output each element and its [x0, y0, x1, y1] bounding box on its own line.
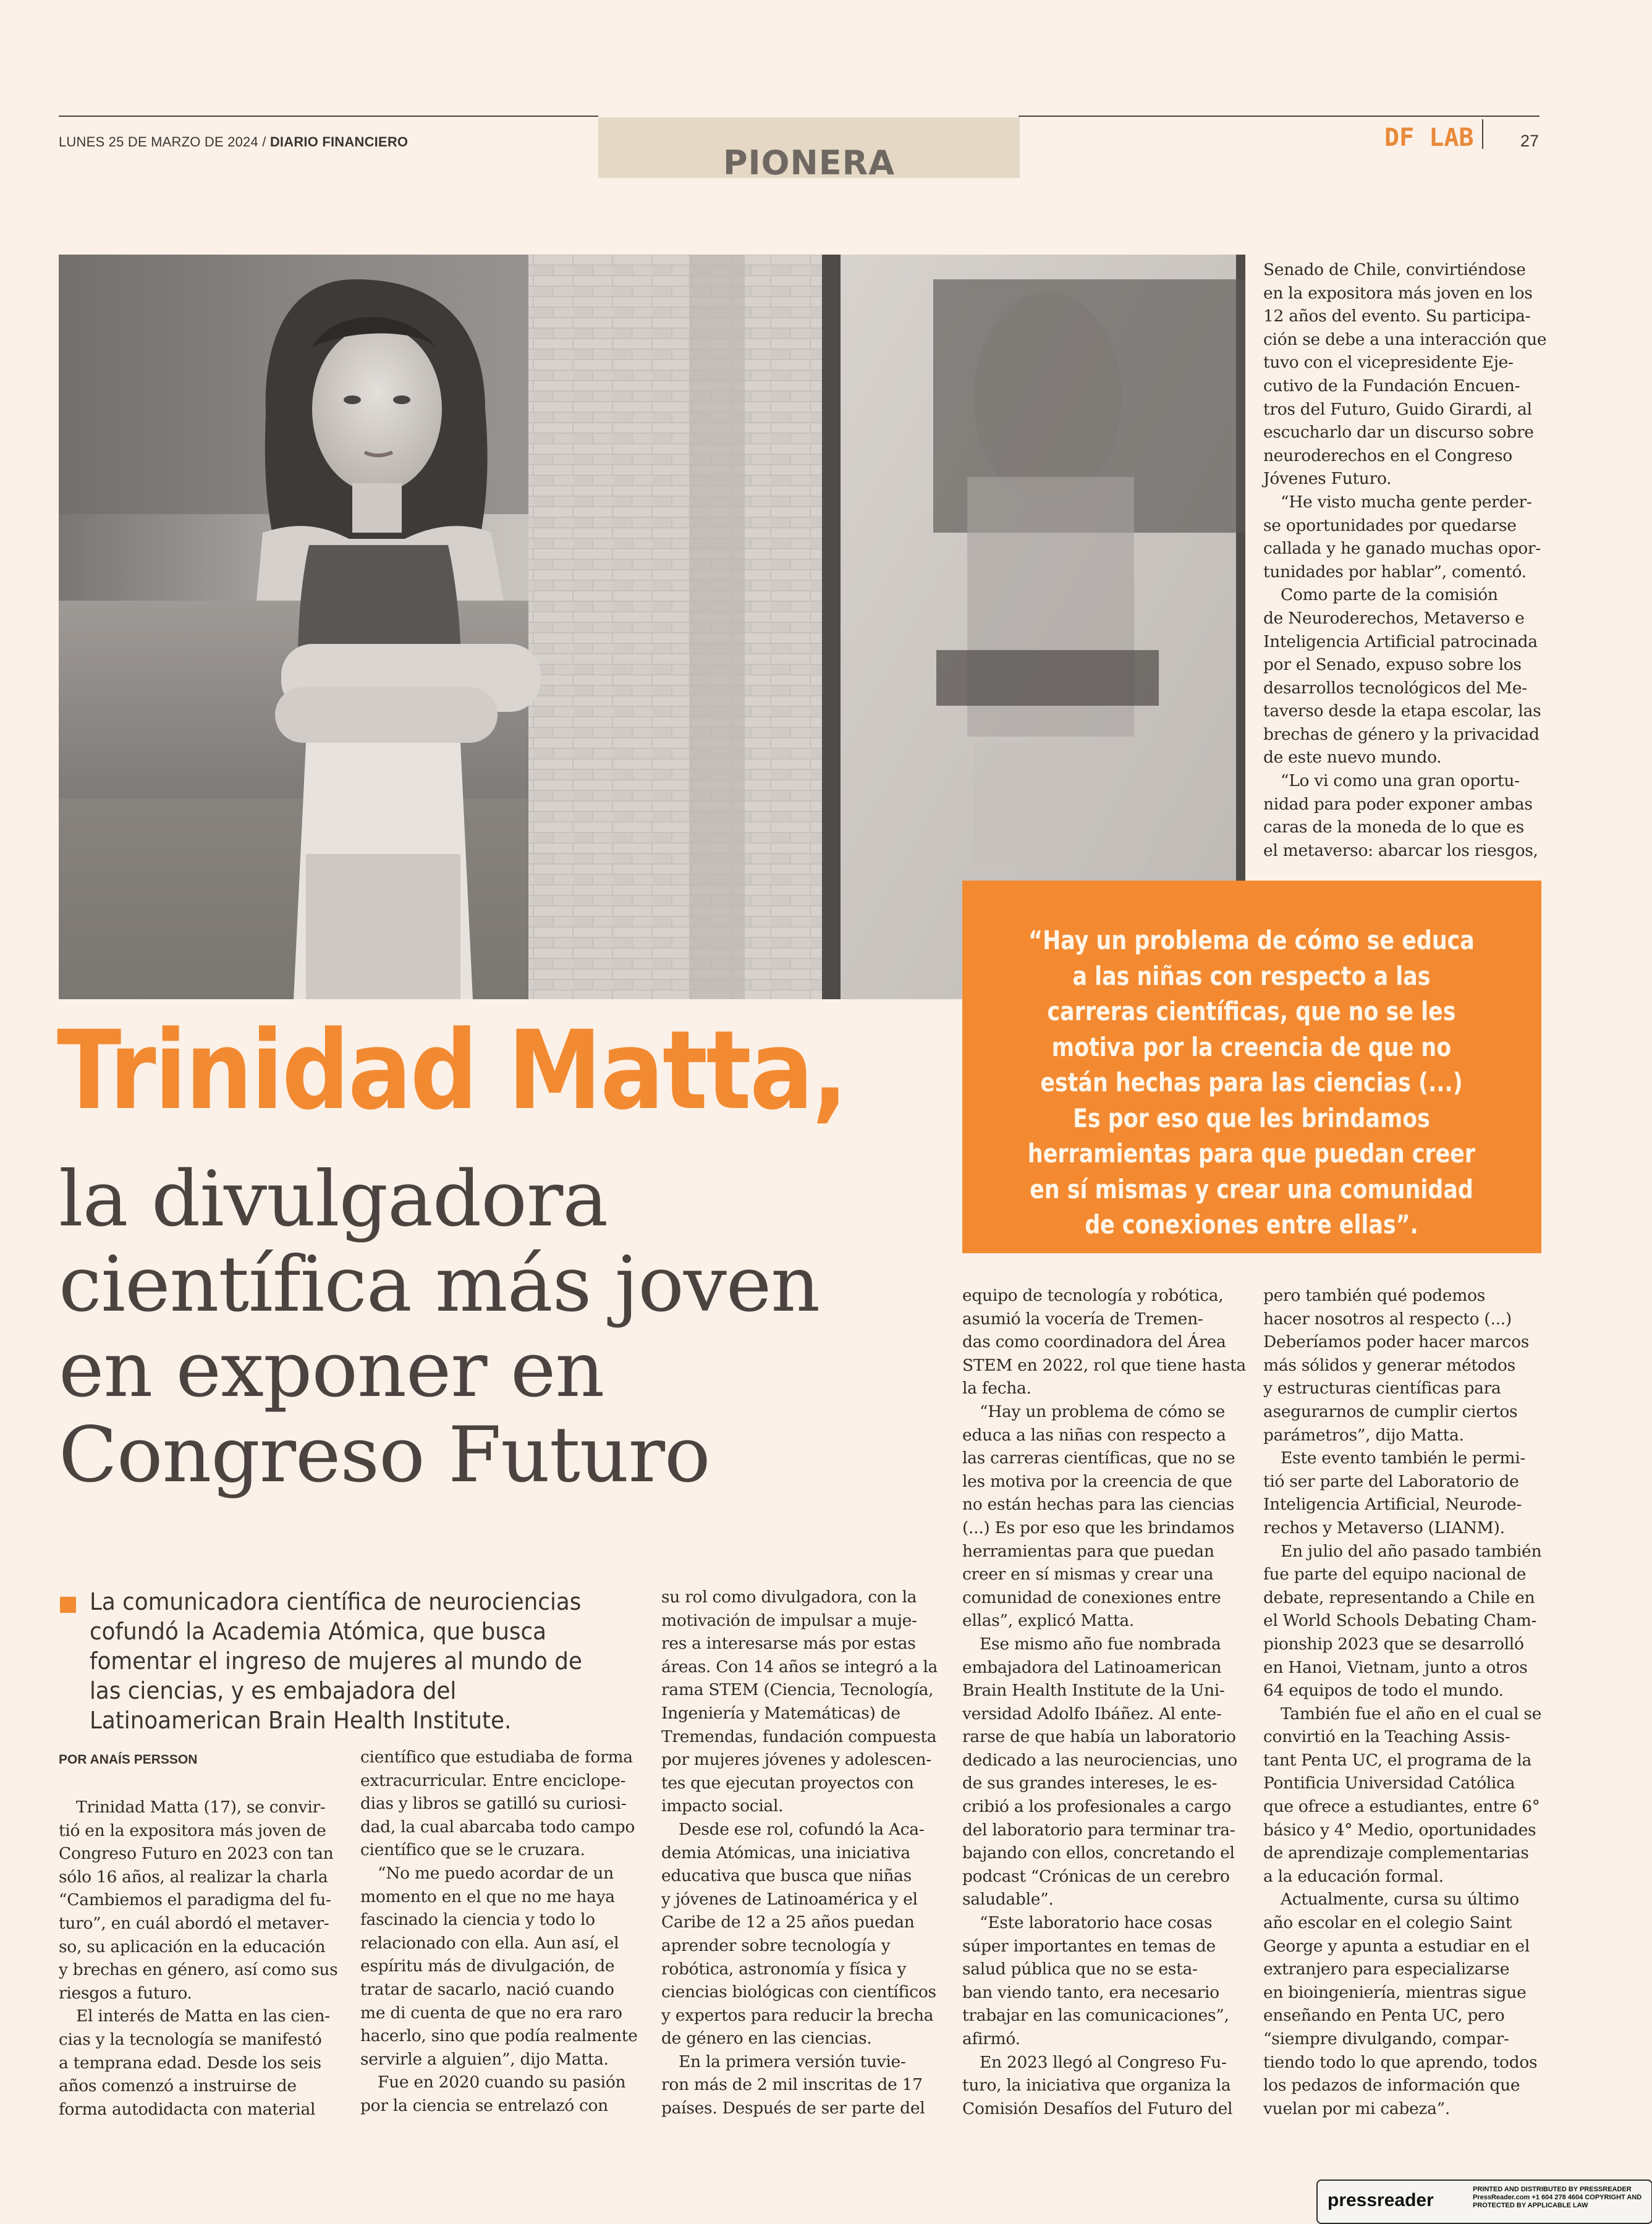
body-line: “Lo vi como una gran oportu-: [1281, 771, 1520, 791]
body-line: Caribe de 12 a 25 años puedan: [661, 1913, 915, 1932]
body-line: sólo 16 años, al realizar la charla: [59, 1867, 328, 1887]
body-line: tes que ejecutan proyectos con: [661, 1773, 914, 1793]
body-line: del laboratorio para terminar tra-: [962, 1820, 1235, 1840]
body-line: Ese mismo año fue nombrada: [980, 1634, 1221, 1654]
body-line: cias y la tecnología se manifestó: [59, 2029, 322, 2049]
body-line: ciencias biológicas con científicos: [661, 1982, 936, 2002]
body-line: saludable”.: [962, 1890, 1054, 1909]
body-line: tuvo con el vicepresidente Eje-: [1263, 353, 1514, 373]
body-line: fue parte del equipo nacional de: [1263, 1565, 1527, 1584]
body-line: momento en el que no me haya: [360, 1887, 615, 1906]
body-line: aprender sobre tecnología y: [661, 1935, 891, 1955]
section-tab: [598, 117, 1020, 182]
body-line: En la primera versión tuvie-: [679, 2052, 906, 2071]
body-line: Comisión Desafíos del Futuro del: [962, 2099, 1233, 2118]
pressreader-note: PRINTED AND DISTRIBUTED BY PRESSREADER PressReader.com +1 604 278 4604 COPYRIGHT AND PROTECTED BY APPLICABLE LAW: [1473, 2186, 1642, 2209]
headline-name: Trinidad Matta,: [57, 1007, 847, 1134]
body-line: versidad Adolfo Ibáñez. Al ente-: [962, 1704, 1222, 1723]
body-line: comunidad de conexiones entre: [962, 1588, 1221, 1607]
dateline-date: LUNES 25 DE MARZO DE 2024 /: [59, 134, 270, 150]
body-line: salud pública que no se esta-: [962, 1960, 1198, 1979]
body-line: en bioingeniería, mientras sigue: [1263, 1982, 1527, 2002]
body-line: (...) Es por eso que les brindamos: [962, 1518, 1235, 1537]
body-line: científico que se le cruzara.: [360, 1840, 585, 1860]
body-line: Fue en 2020 cuando su pasión: [378, 2073, 626, 2092]
body-line: de género en las ciencias.: [661, 2029, 872, 2049]
body-line: pero también qué podemos: [1263, 1286, 1486, 1305]
body-line: los pedazos de información que: [1263, 2076, 1520, 2095]
body-line: dedicado a las neurociencias, uno: [962, 1750, 1237, 1770]
body-line: Pontificia Universidad Católica: [1263, 1774, 1515, 1793]
body-line: equipo de tecnología y robótica,: [962, 1286, 1224, 1305]
body-line: su rol como divulgadora, con la: [661, 1588, 917, 1607]
body-line: cutivo de la Fundación Encuen-: [1263, 376, 1520, 395]
body-line: parámetros”, dijo Matta.: [1263, 1425, 1464, 1445]
body-line: “Cambiemos el paradigma del fu-: [59, 1890, 331, 1910]
body-line: debate, representando a Chile en: [1263, 1588, 1535, 1607]
body-line: vuelan por mi cabeza”.: [1263, 2099, 1450, 2118]
body-line: Trinidad Matta (17), se convir-: [76, 1798, 326, 1817]
pressreader-logo: pressreader: [1328, 2190, 1434, 2210]
body-line: Inteligencia Artificial, Neurode-: [1263, 1495, 1522, 1515]
body-line: turo, la iniciativa que organiza la: [962, 2076, 1231, 2095]
body-line: el World Schools Debating Cham-: [1263, 1611, 1537, 1631]
body-line: ción se debe a una interacción que: [1263, 329, 1547, 349]
body-line: trabajar en las comunicaciones”,: [962, 2006, 1229, 2026]
body-line: el metaverso: abarcar los riesgos,: [1263, 840, 1538, 860]
body-line: motivación de impulsar a muje-: [661, 1610, 917, 1630]
body-line: Congreso Futuro en 2023 con tan: [59, 1844, 334, 1864]
body-line: más sólidos y generar métodos: [1263, 1355, 1515, 1375]
body-line: desarrollos tecnológicos del Me-: [1263, 678, 1527, 698]
body-line: dias y libros se gatilló su curiosi-: [360, 1794, 627, 1814]
body-line: 12 años del evento. Su participa-: [1263, 307, 1531, 326]
body-line: tratar de sacarlo, nació cuando: [360, 1979, 614, 1999]
subtitle-line: en exponer en: [59, 1326, 604, 1414]
body-line: brechas de género y la privacidad: [1263, 724, 1540, 744]
body-line: escucharlo dar un discurso sobre: [1263, 423, 1534, 442]
body-line: afirmó.: [962, 2029, 1020, 2049]
subtitle-line: Congreso Futuro: [59, 1411, 710, 1500]
body-line: áreas. Con 14 años se integró a la: [661, 1657, 938, 1676]
body-line: educa a las niñas con respecto a: [962, 1425, 1226, 1445]
body-column-5: [1263, 258, 1547, 862]
body-line: caras de la moneda de lo que es: [1263, 818, 1524, 837]
body-line: año escolar en el colegio Saint: [1263, 1913, 1512, 1933]
page-number: 27: [1520, 132, 1540, 150]
body-line: herramientas para que puedan: [962, 1541, 1214, 1561]
body-line: enseñando en Penta UC, pero: [1263, 2006, 1505, 2026]
body-line: por el Senado, expuso sobre los: [1263, 655, 1522, 675]
body-line: embajadora del Latinoamerican: [962, 1657, 1222, 1677]
body-line: rarse de que había un laboratorio: [962, 1727, 1236, 1747]
body-line: convirtió en la Teaching Assis-: [1263, 1727, 1510, 1747]
body-line: ban viendo tanto, era necesario: [962, 1982, 1219, 2002]
body-line: de sus grandes intereses, le es-: [962, 1774, 1218, 1793]
body-line: Este evento también le permi-: [1281, 1448, 1526, 1468]
body-line: Ingeniería y Matemáticas) de: [661, 1703, 900, 1723]
body-line: pionship 2023 que se desarrolló: [1263, 1634, 1524, 1654]
body-line: se oportunidades por quedarse: [1263, 515, 1517, 535]
body-line: extracurricular. Entre enciclope-: [360, 1770, 626, 1790]
body-line: taverso desde la etapa escolar, las: [1263, 701, 1541, 721]
subtitle-line: científica más joven: [59, 1240, 820, 1329]
body-line: rechos y Metaverso (LIANM).: [1263, 1518, 1505, 1537]
body-line: STEM en 2022, rol que tiene hasta: [962, 1355, 1246, 1375]
body-line: rama STEM (Ciencia, Tecnología,: [661, 1680, 934, 1700]
body-line: demia Atómicas, una iniciativa: [661, 1843, 910, 1862]
body-line: Actualmente, cursa su último: [1281, 1890, 1519, 1909]
body-line: espíritu más de divulgación, de: [360, 1956, 615, 1976]
body-line: fascinado la ciencia y todo lo: [360, 1910, 595, 1930]
body-line: de Neuroderechos, Metaverso e: [1263, 608, 1525, 628]
body-line: Senado de Chile, convirtiéndose: [1263, 260, 1526, 279]
body-line: educativa que busca que niñas: [661, 1866, 912, 1886]
header-rule-left: [59, 116, 598, 117]
deck-bullet: [60, 1597, 76, 1613]
body-line: tió en la expositora más joven de: [59, 1820, 326, 1840]
body-line: hacer nosotros al respecto (...): [1263, 1309, 1512, 1329]
body-line: creer en sí mismas y crear una: [962, 1565, 1214, 1584]
body-line: servirle a alguien”, dijo Matta.: [360, 2049, 609, 2069]
body-line: tros del Futuro, Guido Girardi, al: [1263, 399, 1532, 419]
body-line: les motiva por la creencia de que: [962, 1471, 1232, 1491]
body-line: En 2023 llegó al Congreso Fu-: [980, 2052, 1227, 2072]
body-line: “No me puedo acordar de un: [378, 1863, 614, 1883]
body-line: de aprendizaje complementarias: [1263, 1843, 1529, 1863]
section-label: PIONERA: [722, 143, 896, 182]
body-line: das como coordinadora del Área: [962, 1332, 1226, 1352]
body-line: en Hanoi, Vietnam, junto a otros: [1263, 1657, 1528, 1677]
body-line: ron más de 2 mil inscritas de 17: [661, 2075, 923, 2095]
body-line: bajando con ellos, concretando el: [962, 1843, 1235, 1863]
body-line: asumió la vocería de Tremen-: [962, 1309, 1203, 1329]
body-line: súper importantes en temas de: [962, 1936, 1216, 1956]
body-line: la fecha.: [962, 1379, 1031, 1398]
body-line: no están hechas para las ciencias: [962, 1495, 1234, 1515]
body-line: George y apunta a estudiar en el: [1263, 1936, 1530, 1956]
body-line: básico y 4° Medio, oportunidades: [1263, 1820, 1536, 1840]
body-line: impacto social.: [661, 1796, 784, 1816]
brand-label: DF LAB: [1384, 124, 1474, 152]
body-line: ellas”, explicó Matta.: [962, 1611, 1135, 1631]
body-line: robótica, astronomía y física y: [661, 1959, 907, 1979]
dateline: [59, 134, 408, 150]
byline: POR ANAÍS PERSSON: [59, 1753, 198, 1767]
body-line: por mujeres jóvenes y adolescen-: [661, 1750, 931, 1770]
body-line: Brain Health Institute de la Uni-: [962, 1681, 1225, 1701]
body-line: en la expositora más joven en los: [1263, 283, 1533, 303]
body-line: neuroderechos en el Congreso: [1263, 446, 1512, 465]
body-line: y jóvenes de Latinoamérica y el: [661, 1889, 918, 1909]
body-line: so, su aplicación en la educación: [59, 1937, 326, 1956]
body-column-1: [59, 1796, 337, 2121]
body-line: extranjero para especializarse: [1263, 1960, 1510, 1979]
body-line: “He visto mucha gente perder-: [1281, 492, 1532, 512]
body-line: años comenzó a instruirse de: [59, 2076, 297, 2096]
body-column-4: [962, 1284, 1246, 2120]
body-line: y expertos para reducir la brecha: [661, 2005, 934, 2025]
body-line: a la educación formal.: [1263, 1866, 1444, 1886]
body-line: Inteligencia Artificial patrocinada: [1263, 632, 1538, 651]
body-line: podcast “Crónicas de un cerebro: [962, 1866, 1230, 1886]
body-line: a temprana edad. Desde los seis: [59, 2053, 321, 2073]
body-line: turo”, en cuál abordó el metaver-: [59, 1913, 329, 1933]
header-divider: [1482, 119, 1483, 149]
body-line: forma autodidacta con material: [59, 2099, 316, 2119]
body-line: En julio del año pasado también: [1281, 1541, 1542, 1561]
pull-quote-text: “Hay un problema de cómo se educa a las niñas con respecto a las carreras científicas, que no se les motiva por la creencia de que no están hechas para las ciencias (...) Es por eso que les brindamos herramientas para que puedan creer en sí mismas y crear una comunidad de conexiones entre ellas”.: [1027, 925, 1476, 1240]
body-line: cribió a los profesionales a cargo: [962, 1797, 1231, 1817]
body-line: hacerlo, sino que podía realmente: [360, 2026, 638, 2046]
body-line: “siempre divulgando, compar-: [1263, 2029, 1509, 2049]
body-line: res a interesarse más por estas: [661, 1634, 916, 1654]
body-line: “Hay un problema de cómo se: [980, 1402, 1226, 1421]
body-line: científico que estudiaba de forma: [360, 1748, 633, 1767]
body-line: y estructuras científicas para: [1263, 1379, 1501, 1398]
body-line: tió ser parte del Laboratorio de: [1263, 1471, 1519, 1491]
body-line: tant Penta UC, el programa de la: [1263, 1750, 1532, 1770]
deck-text: La comunicadora científica de neurociencias cofundó la Academia Atómica, que busca fomentar el ingreso de mujeres al mundo de las ciencias, y es embajadora del Latinoamerican Brain Health Institute.: [90, 1588, 582, 1734]
body-line: Jóvenes Futuro.: [1263, 469, 1392, 489]
body-line: Como parte de la comisión: [1281, 585, 1498, 605]
body-line: Desde ese rol, cofundó la Aca-: [679, 1819, 925, 1839]
body-column-6: [1263, 1284, 1541, 2120]
body-line: “Este laboratorio hace cosas: [980, 1913, 1213, 1933]
body-line: dad, la cual abarcaba todo campo: [360, 1817, 635, 1837]
body-line: me di cuenta de que no era raro: [360, 2003, 622, 2023]
body-column-3: [661, 1586, 939, 2120]
body-line: tiendo todo lo que aprendo, todos: [1263, 2052, 1538, 2072]
body-line: por la ciencia se entrelazó con: [360, 2095, 608, 2115]
header-rule-right: [1019, 116, 1540, 117]
body-line: nidad para poder exponer ambas: [1263, 794, 1533, 814]
headline-subtitle: [59, 1157, 893, 1498]
body-line: callada y he ganado muchas opor-: [1263, 539, 1541, 559]
subtitle-line: la divulgadora: [59, 1155, 608, 1244]
body-line: y brechas en género, así como sus: [59, 1960, 338, 1980]
body-column-2: [360, 1746, 638, 2118]
body-line: El interés de Matta en las cien-: [76, 2006, 330, 2026]
body-line: Deberíamos poder hacer marcos: [1263, 1332, 1530, 1352]
body-line: 64 equipos de todo el mundo.: [1263, 1681, 1504, 1701]
body-line: países. Después de ser parte del: [661, 2099, 925, 2118]
body-line: riesgos a futuro.: [59, 1983, 192, 2003]
publication-name: DIARIO FINANCIERO: [269, 134, 409, 150]
body-line: Tremendas, fundación compuesta: [661, 1727, 937, 1746]
body-line: También fue el año en el cual se: [1281, 1704, 1542, 1723]
body-line: de este nuevo mundo.: [1263, 748, 1442, 767]
body-line: tunidades por hablar”, comentó.: [1263, 562, 1527, 581]
body-line: que ofrece a estudiantes, entre 6°: [1263, 1797, 1540, 1817]
body-line: relacionado con ella. Aun así, el: [360, 1933, 619, 1953]
body-line: las carreras científicas, que no se: [962, 1448, 1235, 1468]
body-line: asegurarnos de cumplir ciertos: [1263, 1402, 1518, 1421]
